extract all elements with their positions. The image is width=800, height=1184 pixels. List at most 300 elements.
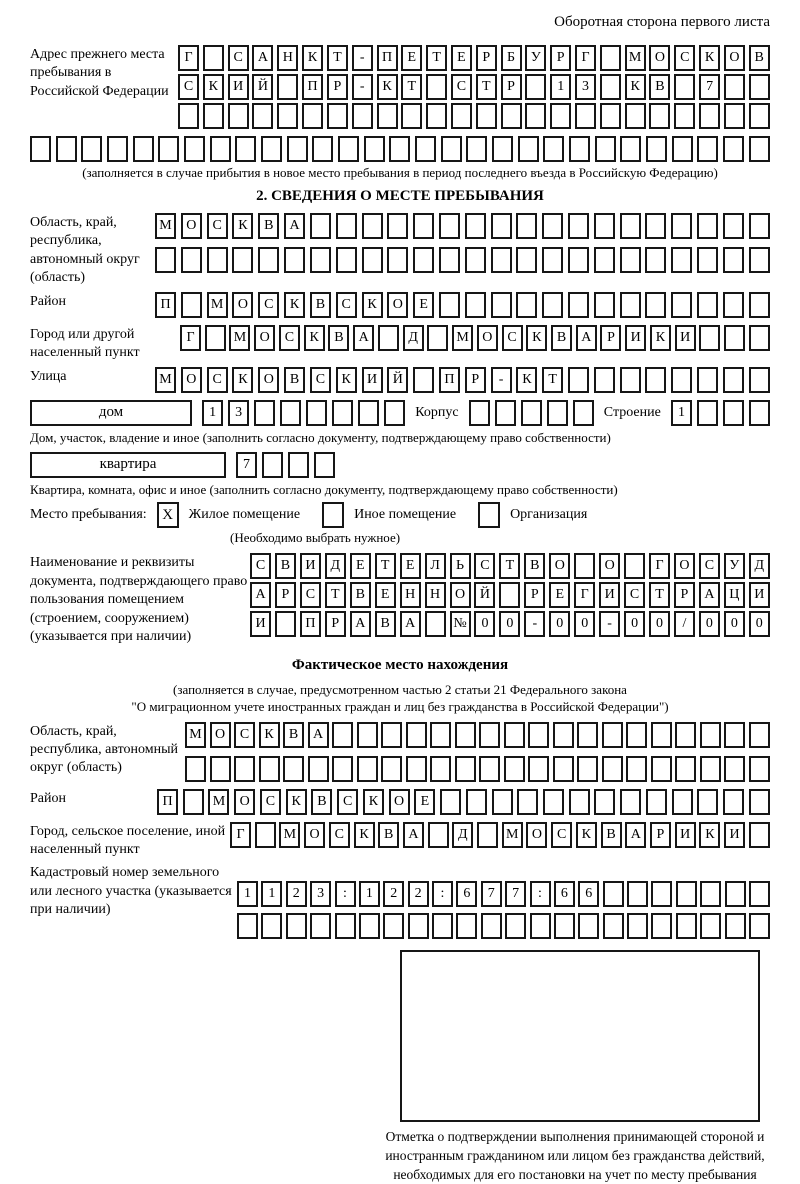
char-cell[interactable]: Й: [252, 74, 273, 100]
char-cell[interactable]: [401, 103, 422, 129]
char-cell[interactable]: [671, 292, 692, 318]
char-cell[interactable]: -: [352, 74, 373, 100]
char-cell[interactable]: [603, 913, 624, 939]
char-cell[interactable]: О: [599, 553, 620, 579]
char-cell[interactable]: К: [363, 789, 384, 815]
char-cell[interactable]: [430, 756, 451, 782]
char-cell[interactable]: [183, 789, 204, 815]
char-cell[interactable]: [364, 136, 385, 162]
char-cell[interactable]: В: [311, 789, 332, 815]
char-cell[interactable]: [697, 400, 718, 426]
char-cell[interactable]: [469, 400, 490, 426]
char-cell[interactable]: [600, 74, 621, 100]
char-cell[interactable]: -: [599, 611, 620, 637]
char-cell[interactable]: О: [526, 822, 547, 848]
char-cell[interactable]: Р: [650, 822, 671, 848]
char-cell[interactable]: [569, 789, 590, 815]
char-cell[interactable]: 0: [624, 611, 645, 637]
char-cell[interactable]: О: [549, 553, 570, 579]
char-cell[interactable]: И: [250, 611, 271, 637]
char-cell[interactable]: [700, 722, 721, 748]
char-cell[interactable]: Р: [674, 582, 695, 608]
char-cell[interactable]: 0: [549, 611, 570, 637]
char-cell[interactable]: [697, 789, 718, 815]
char-cell[interactable]: М: [625, 45, 646, 71]
char-cell[interactable]: [724, 103, 745, 129]
char-cell[interactable]: [133, 136, 154, 162]
char-cell[interactable]: [749, 789, 770, 815]
char-cell[interactable]: [749, 74, 770, 100]
char-cell[interactable]: [594, 247, 615, 273]
char-cell[interactable]: [261, 136, 282, 162]
char-cell[interactable]: [381, 756, 402, 782]
char-cell[interactable]: [700, 913, 721, 939]
char-cell[interactable]: [594, 789, 615, 815]
char-cell[interactable]: [697, 367, 718, 393]
char-cell[interactable]: Д: [403, 325, 424, 351]
char-cell[interactable]: [516, 292, 537, 318]
char-cell[interactable]: К: [304, 325, 325, 351]
char-cell[interactable]: [332, 722, 353, 748]
char-cell[interactable]: В: [258, 213, 279, 239]
char-cell[interactable]: О: [450, 582, 471, 608]
char-cell[interactable]: И: [228, 74, 249, 100]
char-cell[interactable]: Н: [400, 582, 421, 608]
char-cell[interactable]: [465, 292, 486, 318]
char-cell[interactable]: С: [250, 553, 271, 579]
char-cell[interactable]: [283, 756, 304, 782]
char-cell[interactable]: [651, 881, 672, 907]
char-cell[interactable]: [481, 913, 502, 939]
char-cell[interactable]: [234, 756, 255, 782]
char-cell[interactable]: С: [178, 74, 199, 100]
char-cell[interactable]: 0: [649, 611, 670, 637]
char-cell[interactable]: Т: [476, 74, 497, 100]
char-cell[interactable]: [284, 247, 305, 273]
char-cell[interactable]: О: [304, 822, 325, 848]
char-cell[interactable]: [627, 881, 648, 907]
char-cell[interactable]: [595, 136, 616, 162]
char-cell[interactable]: [359, 913, 380, 939]
char-cell[interactable]: [749, 913, 770, 939]
char-cell[interactable]: Р: [524, 582, 545, 608]
char-cell[interactable]: С: [336, 292, 357, 318]
char-cell[interactable]: [232, 247, 253, 273]
char-cell[interactable]: [258, 247, 279, 273]
char-cell[interactable]: [626, 756, 647, 782]
char-cell[interactable]: А: [308, 722, 329, 748]
char-cell[interactable]: [426, 103, 447, 129]
char-cell[interactable]: [406, 722, 427, 748]
char-cell[interactable]: К: [232, 367, 253, 393]
char-cell[interactable]: [277, 103, 298, 129]
char-cell[interactable]: [336, 247, 357, 273]
char-cell[interactable]: [568, 213, 589, 239]
char-cell[interactable]: А: [625, 822, 646, 848]
char-cell[interactable]: [381, 722, 402, 748]
char-cell[interactable]: [723, 789, 744, 815]
char-cell[interactable]: Б: [501, 45, 522, 71]
char-cell[interactable]: К: [699, 45, 720, 71]
char-cell[interactable]: [671, 247, 692, 273]
char-cell[interactable]: [408, 913, 429, 939]
char-cell[interactable]: [451, 103, 472, 129]
char-cell[interactable]: И: [749, 582, 770, 608]
char-cell[interactable]: В: [749, 45, 770, 71]
char-cell[interactable]: Е: [375, 582, 396, 608]
char-cell[interactable]: С: [300, 582, 321, 608]
char-cell[interactable]: [427, 325, 448, 351]
char-cell[interactable]: [700, 881, 721, 907]
char-cell[interactable]: [645, 213, 666, 239]
char-cell[interactable]: 3: [228, 400, 249, 426]
char-cell[interactable]: [543, 136, 564, 162]
char-cell[interactable]: И: [724, 822, 745, 848]
char-cell[interactable]: О: [724, 45, 745, 71]
char-cell[interactable]: Г: [180, 325, 201, 351]
char-cell[interactable]: А: [250, 582, 271, 608]
char-cell[interactable]: [553, 722, 574, 748]
char-cell[interactable]: [547, 400, 568, 426]
char-cell[interactable]: 1: [550, 74, 571, 100]
char-cell[interactable]: №: [450, 611, 471, 637]
char-cell[interactable]: [387, 213, 408, 239]
char-cell[interactable]: [495, 400, 516, 426]
char-cell[interactable]: П: [157, 789, 178, 815]
char-cell[interactable]: [577, 722, 598, 748]
char-cell[interactable]: К: [232, 213, 253, 239]
char-cell[interactable]: Е: [413, 292, 434, 318]
char-cell[interactable]: [310, 213, 331, 239]
char-cell[interactable]: [723, 367, 744, 393]
char-cell[interactable]: [308, 756, 329, 782]
char-cell[interactable]: 7: [699, 74, 720, 100]
char-cell[interactable]: Р: [325, 611, 346, 637]
char-cell[interactable]: 1: [261, 881, 282, 907]
char-cell[interactable]: :: [432, 881, 453, 907]
char-cell[interactable]: [625, 103, 646, 129]
char-cell[interactable]: С: [310, 367, 331, 393]
char-cell[interactable]: [357, 722, 378, 748]
char-cell[interactable]: 2: [383, 881, 404, 907]
char-cell[interactable]: С: [207, 367, 228, 393]
char-cell[interactable]: А: [353, 325, 374, 351]
char-cell[interactable]: Е: [400, 553, 421, 579]
char-cell[interactable]: [724, 74, 745, 100]
char-cell[interactable]: [185, 756, 206, 782]
char-cell[interactable]: [336, 213, 357, 239]
char-cell[interactable]: В: [649, 74, 670, 100]
char-cell[interactable]: [455, 722, 476, 748]
char-cell[interactable]: [646, 136, 667, 162]
char-cell[interactable]: [675, 722, 696, 748]
char-cell[interactable]: [81, 136, 102, 162]
char-cell[interactable]: [228, 103, 249, 129]
char-cell[interactable]: У: [724, 553, 745, 579]
char-cell[interactable]: К: [650, 325, 671, 351]
char-cell[interactable]: А: [699, 582, 720, 608]
char-cell[interactable]: [602, 722, 623, 748]
char-cell[interactable]: [749, 247, 770, 273]
char-cell[interactable]: [492, 789, 513, 815]
char-cell[interactable]: С: [207, 213, 228, 239]
char-cell[interactable]: [499, 582, 520, 608]
char-cell[interactable]: [543, 789, 564, 815]
char-cell[interactable]: 2: [286, 881, 307, 907]
char-cell[interactable]: [181, 292, 202, 318]
char-cell[interactable]: А: [284, 213, 305, 239]
char-cell[interactable]: Г: [574, 582, 595, 608]
char-cell[interactable]: А: [350, 611, 371, 637]
char-cell[interactable]: [413, 367, 434, 393]
char-cell[interactable]: [384, 400, 405, 426]
char-cell[interactable]: [723, 136, 744, 162]
char-cell[interactable]: М: [452, 325, 473, 351]
char-cell[interactable]: Д: [452, 822, 473, 848]
char-cell[interactable]: В: [275, 553, 296, 579]
char-cell[interactable]: [277, 74, 298, 100]
char-cell[interactable]: [575, 103, 596, 129]
char-cell[interactable]: О: [254, 325, 275, 351]
char-cell[interactable]: М: [155, 213, 176, 239]
char-cell[interactable]: [362, 213, 383, 239]
char-cell[interactable]: С: [674, 45, 695, 71]
char-cell[interactable]: -: [524, 611, 545, 637]
char-cell[interactable]: [671, 367, 692, 393]
char-cell[interactable]: Ь: [450, 553, 471, 579]
char-cell[interactable]: [671, 213, 692, 239]
char-cell[interactable]: [155, 247, 176, 273]
char-cell[interactable]: К: [377, 74, 398, 100]
char-cell[interactable]: [725, 913, 746, 939]
char-cell[interactable]: В: [283, 722, 304, 748]
char-cell[interactable]: [525, 74, 546, 100]
char-cell[interactable]: С: [474, 553, 495, 579]
char-cell[interactable]: [674, 74, 695, 100]
char-cell[interactable]: К: [516, 367, 537, 393]
char-cell[interactable]: С: [234, 722, 255, 748]
char-cell[interactable]: В: [375, 611, 396, 637]
char-cell[interactable]: 7: [505, 881, 526, 907]
char-cell[interactable]: С: [258, 292, 279, 318]
char-cell[interactable]: [749, 292, 770, 318]
char-cell[interactable]: [749, 756, 770, 782]
char-cell[interactable]: Р: [501, 74, 522, 100]
char-cell[interactable]: [574, 553, 595, 579]
char-cell[interactable]: [553, 756, 574, 782]
char-cell[interactable]: [521, 400, 542, 426]
char-cell[interactable]: [178, 103, 199, 129]
char-cell[interactable]: К: [259, 722, 280, 748]
char-cell[interactable]: [184, 136, 205, 162]
char-cell[interactable]: [649, 103, 670, 129]
char-cell[interactable]: И: [362, 367, 383, 393]
char-cell[interactable]: [439, 213, 460, 239]
char-cell[interactable]: [723, 247, 744, 273]
char-cell[interactable]: К: [302, 45, 323, 71]
char-cell[interactable]: [491, 213, 512, 239]
char-cell[interactable]: 0: [699, 611, 720, 637]
char-cell[interactable]: [466, 789, 487, 815]
char-cell[interactable]: С: [451, 74, 472, 100]
char-cell[interactable]: У: [525, 45, 546, 71]
char-cell[interactable]: [749, 822, 770, 848]
char-cell[interactable]: К: [699, 822, 720, 848]
char-cell[interactable]: [749, 325, 770, 351]
char-cell[interactable]: М: [279, 822, 300, 848]
char-cell[interactable]: 6: [554, 881, 575, 907]
char-cell[interactable]: [528, 756, 549, 782]
char-cell[interactable]: [413, 247, 434, 273]
char-cell[interactable]: [651, 913, 672, 939]
char-cell[interactable]: [600, 103, 621, 129]
char-cell[interactable]: :: [530, 881, 551, 907]
char-cell[interactable]: Ц: [724, 582, 745, 608]
char-cell[interactable]: [674, 103, 695, 129]
char-cell[interactable]: [30, 136, 51, 162]
char-cell[interactable]: [406, 756, 427, 782]
char-cell[interactable]: И: [300, 553, 321, 579]
char-cell[interactable]: Р: [465, 367, 486, 393]
char-cell[interactable]: Р: [600, 325, 621, 351]
char-cell[interactable]: [600, 45, 621, 71]
char-cell[interactable]: [697, 292, 718, 318]
char-cell[interactable]: Р: [275, 582, 296, 608]
char-cell[interactable]: Е: [414, 789, 435, 815]
char-cell[interactable]: [476, 103, 497, 129]
char-cell[interactable]: [594, 367, 615, 393]
char-cell[interactable]: [335, 913, 356, 939]
char-cell[interactable]: Г: [178, 45, 199, 71]
stay-option-other-checkbox[interactable]: [322, 502, 344, 528]
char-cell[interactable]: [749, 213, 770, 239]
char-cell[interactable]: [302, 103, 323, 129]
char-cell[interactable]: [314, 452, 335, 478]
char-cell[interactable]: И: [625, 325, 646, 351]
char-cell[interactable]: [210, 136, 231, 162]
char-cell[interactable]: К: [354, 822, 375, 848]
char-cell[interactable]: [723, 400, 744, 426]
char-cell[interactable]: [651, 756, 672, 782]
char-cell[interactable]: [530, 913, 551, 939]
char-cell[interactable]: О: [234, 789, 255, 815]
char-cell[interactable]: И: [599, 582, 620, 608]
char-cell[interactable]: Е: [549, 582, 570, 608]
char-cell[interactable]: Р: [327, 74, 348, 100]
char-cell[interactable]: Т: [649, 582, 670, 608]
char-cell[interactable]: /: [674, 611, 695, 637]
char-cell[interactable]: [578, 913, 599, 939]
char-cell[interactable]: [651, 722, 672, 748]
char-cell[interactable]: [387, 247, 408, 273]
char-cell[interactable]: А: [403, 822, 424, 848]
char-cell[interactable]: 0: [499, 611, 520, 637]
char-cell[interactable]: [672, 136, 693, 162]
char-cell[interactable]: [676, 913, 697, 939]
char-cell[interactable]: [455, 756, 476, 782]
char-cell[interactable]: [724, 325, 745, 351]
char-cell[interactable]: [262, 452, 283, 478]
char-cell[interactable]: Л: [425, 553, 446, 579]
char-cell[interactable]: 7: [481, 881, 502, 907]
char-cell[interactable]: 0: [474, 611, 495, 637]
char-cell[interactable]: [568, 247, 589, 273]
char-cell[interactable]: [310, 247, 331, 273]
char-cell[interactable]: [602, 756, 623, 782]
char-cell[interactable]: [749, 881, 770, 907]
char-cell[interactable]: [504, 756, 525, 782]
char-cell[interactable]: [235, 136, 256, 162]
char-cell[interactable]: [332, 400, 353, 426]
house-type-box[interactable]: дом: [30, 400, 192, 426]
char-cell[interactable]: Т: [375, 553, 396, 579]
char-cell[interactable]: [542, 213, 563, 239]
char-cell[interactable]: [724, 756, 745, 782]
char-cell[interactable]: [338, 136, 359, 162]
char-cell[interactable]: [310, 913, 331, 939]
char-cell[interactable]: [749, 103, 770, 129]
char-cell[interactable]: [749, 367, 770, 393]
char-cell[interactable]: [723, 213, 744, 239]
char-cell[interactable]: 6: [578, 881, 599, 907]
char-cell[interactable]: [624, 553, 645, 579]
char-cell[interactable]: [594, 292, 615, 318]
char-cell[interactable]: [477, 822, 498, 848]
char-cell[interactable]: О: [389, 789, 410, 815]
char-cell[interactable]: К: [284, 292, 305, 318]
char-cell[interactable]: П: [300, 611, 321, 637]
char-cell[interactable]: [237, 913, 258, 939]
char-cell[interactable]: [594, 213, 615, 239]
char-cell[interactable]: 0: [749, 611, 770, 637]
char-cell[interactable]: П: [377, 45, 398, 71]
char-cell[interactable]: Р: [476, 45, 497, 71]
apartment-type-box[interactable]: квартира: [30, 452, 226, 478]
char-cell[interactable]: К: [203, 74, 224, 100]
char-cell[interactable]: 1: [237, 881, 258, 907]
char-cell[interactable]: О: [181, 213, 202, 239]
char-cell[interactable]: [207, 247, 228, 273]
char-cell[interactable]: -: [352, 45, 373, 71]
char-cell[interactable]: О: [649, 45, 670, 71]
char-cell[interactable]: Е: [350, 553, 371, 579]
char-cell[interactable]: 0: [574, 611, 595, 637]
char-cell[interactable]: Г: [649, 553, 670, 579]
char-cell[interactable]: С: [279, 325, 300, 351]
char-cell[interactable]: Й: [387, 367, 408, 393]
char-cell[interactable]: С: [624, 582, 645, 608]
char-cell[interactable]: 1: [202, 400, 223, 426]
char-cell[interactable]: [620, 213, 641, 239]
char-cell[interactable]: Р: [550, 45, 571, 71]
char-cell[interactable]: О: [181, 367, 202, 393]
char-cell[interactable]: М: [185, 722, 206, 748]
char-cell[interactable]: [181, 247, 202, 273]
char-cell[interactable]: 3: [310, 881, 331, 907]
char-cell[interactable]: [205, 325, 226, 351]
char-cell[interactable]: О: [387, 292, 408, 318]
char-cell[interactable]: [569, 136, 590, 162]
char-cell[interactable]: [203, 103, 224, 129]
char-cell[interactable]: [505, 913, 526, 939]
char-cell[interactable]: [645, 367, 666, 393]
char-cell[interactable]: И: [675, 822, 696, 848]
char-cell[interactable]: И: [675, 325, 696, 351]
char-cell[interactable]: [646, 789, 667, 815]
char-cell[interactable]: [749, 722, 770, 748]
char-cell[interactable]: Т: [426, 45, 447, 71]
char-cell[interactable]: [413, 213, 434, 239]
